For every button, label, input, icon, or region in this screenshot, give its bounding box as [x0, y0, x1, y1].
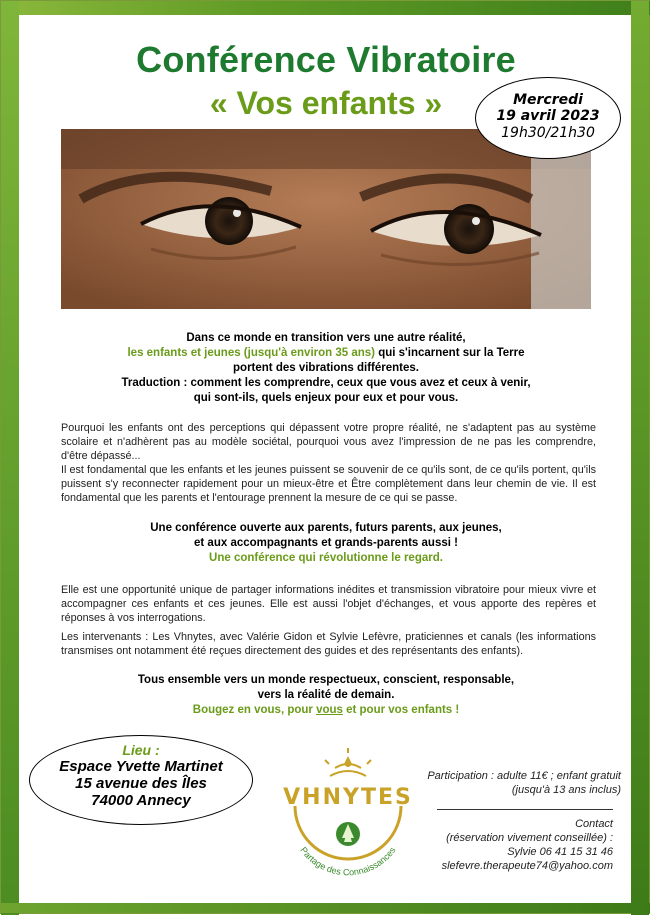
middle-line-2: et aux accompagnants et grands-parents aussi ! [194, 537, 458, 549]
border-bottom [1, 903, 650, 913]
intro-line-2-green: les enfants et jeunes (jusqu'à environ 35 ans) [127, 347, 375, 359]
paragraph-4: Les intervenants : Les Vhnytes, avec Valérie Gidon et Sylvie Lefèvre, praticiennes et canals (les informations transmises ont notamment été reçues directement des guides et des représentants des enfants). [61, 631, 596, 657]
eyes-photo [61, 129, 591, 309]
closing-line-3c: et pour vos enfants ! [342, 704, 460, 716]
paragraph-3: Elle est une opportunité unique de partager informations inédites et transmission vibratoire pour mieux vivre et accompagner ces enfants et ces jeunes. Elle est aussi l'objet d'échanges, et vous apporte des repères et réponses à vos interrogations. [61, 584, 596, 624]
venue-street: 15 avenue des Îles [75, 775, 207, 792]
closing-line-3 [61, 703, 591, 718]
border-top [1, 1, 650, 15]
intro-line-2-rest: qui s'incarnent sur la Terre [375, 347, 525, 359]
venue-label: Lieu : [122, 742, 160, 758]
intro-line-4: Traduction : comment les comprendre, ceux que vous avez et ceux à venir, [121, 377, 531, 389]
middle-line-1: Une conférence ouverte aux parents, futurs parents, aux jeunes, [150, 522, 502, 534]
logo-name: VHNYTES [283, 785, 413, 810]
vhnytes-logo-icon [273, 746, 423, 876]
page-title: Conférence Vibratoire [136, 39, 516, 80]
paragraph-2: Il est fondamental que les enfants et les jeunes puissent se souvenir de ce qu'ils sont, de ce qu'ils portent, qu'ils puissent s'y reconnecter rapidement pour un mieux-être et Être complètement dans leur chemin de vie. Il est fondamental que les parents et l'entourage prennent la mesure de ce qui se passe. [61, 464, 596, 504]
intro-line-1: Dans ce monde en transition vers une autre réalité, [186, 332, 466, 344]
closing-line-1: Tous ensemble vers un monde respectueux, conscient, responsable, [137, 674, 515, 686]
page-subtitle: « Vos enfants » [209, 85, 443, 121]
contact-label: Contact [575, 818, 613, 830]
intro-line-5: qui sont-ils, quels enjeux pour eux et pour vous. [193, 392, 459, 404]
venue-city: 74000 Annecy [91, 792, 191, 809]
intro-block [61, 331, 591, 406]
intro-line-3: portent des vibrations différentes. [233, 362, 419, 374]
border-left [1, 1, 19, 915]
contact-email[interactable]: slefevre.therapeute74@yahoo.com [441, 860, 613, 872]
eyes-image [61, 129, 591, 309]
divider-line [437, 809, 613, 810]
middle-block [61, 521, 591, 566]
venue-name: Espace Yvette Martinet [59, 758, 223, 775]
closing-line-2: vers la réalité de demain. [257, 689, 395, 701]
closing-line-3a: Bougez en vous, pour [192, 704, 317, 716]
paragraph-1: Pourquoi les enfants ont des perceptions qui dépassent votre propre réalité, ne s'adaptent pas au système scolaire et n'adhèrent pas au modèle sociétal, pourquoi vous avez l'impression de ne pas les comprendre, d'être dépassé... [61, 422, 596, 462]
contact-phone: Sylvie 06 41 15 31 46 [507, 846, 613, 858]
contact-note: (réservation vivement conseillée) : [446, 832, 613, 844]
date-day: Mercredi [513, 92, 583, 108]
vhnytes-logo [273, 746, 423, 876]
border-right [631, 1, 649, 915]
date-date: 19 avril 2023 [496, 108, 600, 124]
intro-line-2 [61, 346, 591, 361]
venue-badge [29, 735, 253, 825]
date-badge [475, 77, 621, 159]
closing-line-3b: vous [316, 704, 343, 716]
date-time: 19h30/21h30 [501, 125, 595, 141]
middle-line-3: Une conférence qui révolutionne le regard. [209, 552, 443, 564]
participation-text: Participation : adulte 11€ ; enfant gratuit (jusqu'à 13 ans inclus) [427, 770, 621, 796]
contact-block [411, 817, 613, 873]
closing-block [61, 673, 591, 718]
logo-tagline: Partage des Connaissances [298, 845, 398, 876]
